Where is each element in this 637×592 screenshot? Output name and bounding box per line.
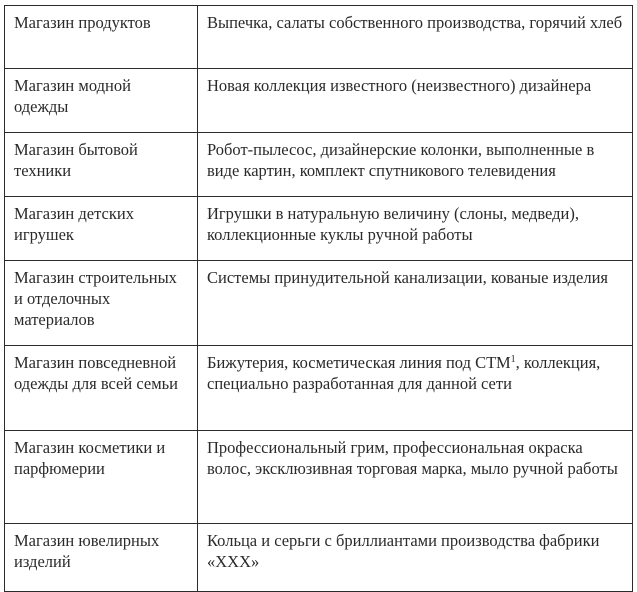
offer-cell — [198, 346, 633, 431]
offer-cell: Системы принудительной канализации, кованые изделия — [198, 261, 633, 346]
store-cell: Магазин бытовой техники — [5, 133, 198, 197]
table-row — [5, 261, 633, 346]
offer-cell: Кольца и серьги с бриллиантами производства фабрики «ХХХ» — [198, 524, 633, 592]
offer-cell: Выпечка, салаты собственного производства, горячий хлеб — [198, 6, 633, 69]
table-row — [5, 133, 633, 197]
store-cell: Магазин косметики и парфюмерии — [5, 431, 198, 524]
footnote-marker: 1 — [510, 354, 516, 365]
store-cell: Магазин повседневной одежды для всей семьи — [5, 346, 198, 431]
store-cell: Магазин строительных и отделочных материалов — [5, 261, 198, 346]
offer-text: Бижутерия, косметическая линия под СТМ — [207, 353, 511, 372]
table-row — [5, 524, 633, 592]
table-row — [5, 431, 633, 524]
store-cell: Магазин детских игрушек — [5, 197, 198, 261]
offer-cell: Профессиональный грим, профессиональная окраска волос, эксклюзивная торговая марка, мыло ручной работы — [198, 431, 633, 524]
store-cell: Магазин модной одежды — [5, 69, 198, 133]
offer-cell: Робот-пылесос, дизайнерские колонки, выполненные в виде картин, комплект спутникового телевидения — [198, 133, 633, 197]
offer-cell: Игрушки в натуральную величину (слоны, медведи), коллекционные куклы ручной работы — [198, 197, 633, 261]
table-row — [5, 69, 633, 133]
store-offers-table — [4, 5, 633, 592]
table-row — [5, 197, 633, 261]
offer-text: , коллекция, специально разработанная для данной сети — [207, 353, 601, 393]
store-cell: Магазин ювелирных изделий — [5, 524, 198, 592]
table-row — [5, 6, 633, 69]
offer-cell: Новая коллекция известного (неизвестного) дизайнера — [198, 69, 633, 133]
store-cell: Магазин продуктов — [5, 6, 198, 69]
table-row — [5, 346, 633, 431]
